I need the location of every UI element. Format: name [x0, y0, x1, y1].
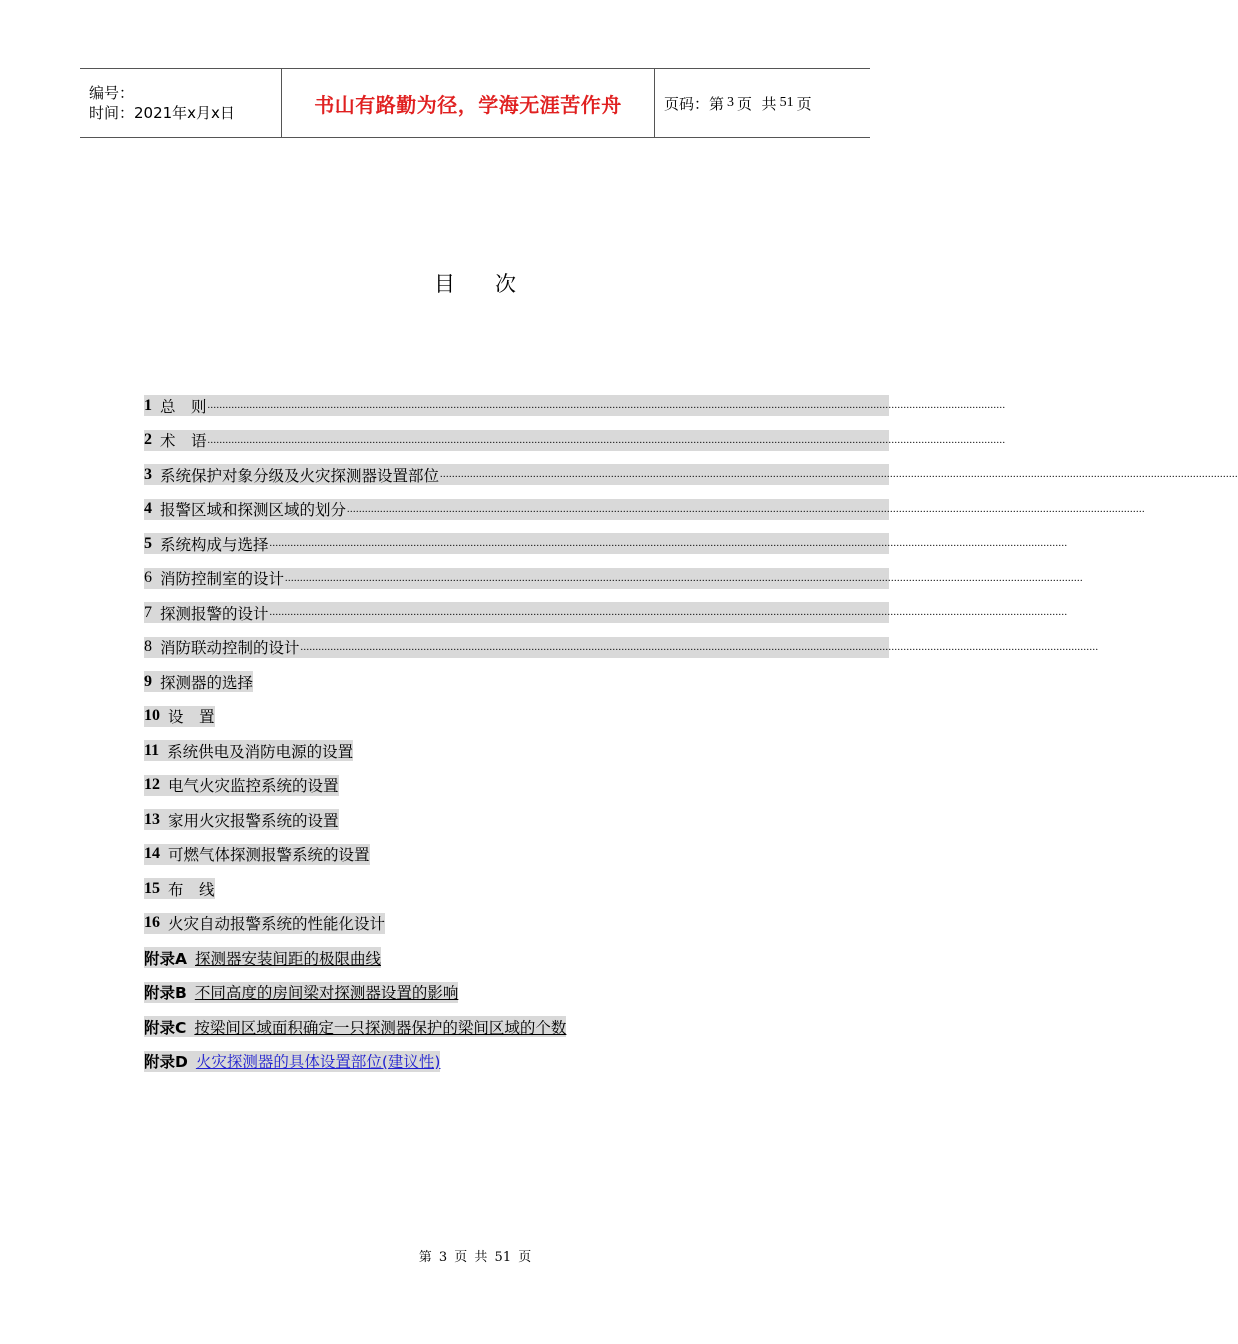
toc-item-10[interactable] — [144, 703, 889, 738]
toc-number: 8 — [144, 638, 152, 655]
page-title: 目次 — [434, 272, 556, 296]
toc-appendix-a[interactable] — [144, 944, 889, 979]
toc-leader-dots: .......................................................................................................................................................................................................................................................................... — [207, 400, 1006, 411]
toc-number: 11 — [144, 741, 160, 759]
toc-appendix-b[interactable] — [144, 979, 889, 1014]
toc-number: 10 — [144, 707, 160, 724]
toc-item-2[interactable] — [144, 427, 1006, 462]
toc-text: 电气火灾监控系统的设置 — [168, 777, 339, 795]
toc-text: 系统保护对象分级及火灾探测器设置部位 — [160, 466, 440, 485]
toc-item-13[interactable] — [144, 806, 889, 841]
toc-item-14[interactable] — [144, 841, 889, 876]
page-footer: 第 3 页 共 51 页 — [418, 1250, 532, 1265]
toc-item-7[interactable] — [144, 599, 1068, 634]
page-header — [80, 68, 870, 138]
toc-item-11[interactable] — [144, 737, 889, 772]
toc-number: 14 — [144, 845, 160, 862]
page-mid: 页 共 — [737, 94, 777, 113]
toc-number: 13 — [144, 810, 160, 828]
toc-number: 6 — [144, 569, 152, 586]
page-suffix: 页 — [796, 94, 812, 113]
toc-leader-dots: .......................................................................................................................................................................................................................................................................... — [269, 538, 1068, 549]
toc-text: 消防联动控制的设计 — [160, 639, 300, 657]
toc-text: 报警区域和探测区域的划分 — [160, 501, 347, 519]
toc-text: 总 则 — [160, 397, 207, 416]
appendix-label: 附录D — [144, 1053, 188, 1071]
toc-text: 系统构成与选择 — [160, 535, 269, 554]
toc-item-8[interactable] — [144, 634, 1099, 669]
toc-text: 火灾自动报警系统的性能化设计 — [168, 915, 386, 933]
toc-leader-dots: .......................................................................................................................................................................................................................................................................... — [347, 503, 1146, 515]
page-total: 51 — [779, 95, 794, 110]
time-label: 时间：2021年x月x日 — [89, 104, 235, 122]
toc-leader-dots: .......................................................................................................................................................................................................................................................................... — [440, 469, 1238, 480]
toc-item-3[interactable] — [144, 461, 1238, 496]
toc-item-16[interactable] — [144, 910, 889, 945]
toc-text: 布 线 — [168, 880, 215, 899]
toc-item-1[interactable] — [144, 392, 1006, 427]
toc-number: 4 — [144, 500, 152, 517]
toc-text: 家用火灾报警系统的设置 — [168, 811, 339, 830]
toc-appendix-c[interactable] — [144, 1013, 889, 1048]
toc-item-5[interactable] — [144, 530, 1068, 565]
appendix-label: 附录B — [144, 984, 187, 1002]
toc-number: 2 — [144, 431, 152, 448]
toc-text: 设 置 — [168, 708, 215, 726]
page-prefix: 页码：第 — [664, 94, 725, 113]
toc-number: 15 — [144, 879, 160, 897]
toc-number: 9 — [144, 672, 152, 690]
toc-number: 3 — [144, 465, 152, 483]
toc-leader-dots: .......................................................................................................................................................................................................................................................................... — [207, 434, 1006, 446]
appendix-link[interactable]: 火灾探测器的具体设置部位(建议性) — [195, 1053, 441, 1071]
toc-item-4[interactable] — [144, 496, 1146, 531]
toc-number: 7 — [144, 603, 152, 621]
toc-text: 消防控制室的设计 — [160, 570, 285, 588]
toc-number: 1 — [144, 396, 152, 414]
header-meta — [80, 69, 281, 137]
appendix-text: 不同高度的房间梁对探测器设置的影响 — [194, 984, 459, 1002]
toc-leader-dots: .......................................................................................................................................................................................................................................................................... — [269, 607, 1068, 618]
toc-text: 系统供电及消防电源的设置 — [167, 742, 354, 761]
toc-number: 12 — [144, 776, 160, 793]
toc-text: 探测器的选择 — [160, 673, 254, 692]
appendix-label: 附录A — [144, 949, 187, 968]
toc-leader-dots: .......................................................................................................................................................................................................................................................................... — [285, 572, 1084, 584]
toc-item-15[interactable] — [144, 875, 889, 910]
appendix-text: 按梁间区域面积确定一只探测器保护的梁间区域的个数 — [194, 1018, 567, 1037]
toc-item-12[interactable] — [144, 772, 889, 807]
page-current: 3 — [727, 95, 735, 110]
toc-number: 5 — [144, 534, 152, 552]
toc-leader-dots: .......................................................................................................................................................................................................................................................................... — [300, 641, 1099, 653]
table-of-contents — [144, 392, 1238, 1082]
toc-appendix-d[interactable] — [144, 1048, 889, 1083]
header-page-info — [655, 69, 870, 137]
code-label: 编号： — [89, 84, 135, 102]
header-motto: 书山有路勤为径，学海无涯苦作舟 — [281, 69, 655, 137]
toc-number: 16 — [144, 914, 160, 931]
toc-text: 探测报警的设计 — [160, 604, 269, 623]
toc-item-6[interactable] — [144, 565, 1084, 600]
toc-text: 可燃气体探测报警系统的设置 — [168, 846, 370, 864]
appendix-label: 附录C — [144, 1018, 187, 1037]
appendix-text: 探测器安装间距的极限曲线 — [195, 949, 382, 968]
toc-text: 术 语 — [160, 432, 207, 450]
toc-item-9[interactable] — [144, 668, 889, 703]
